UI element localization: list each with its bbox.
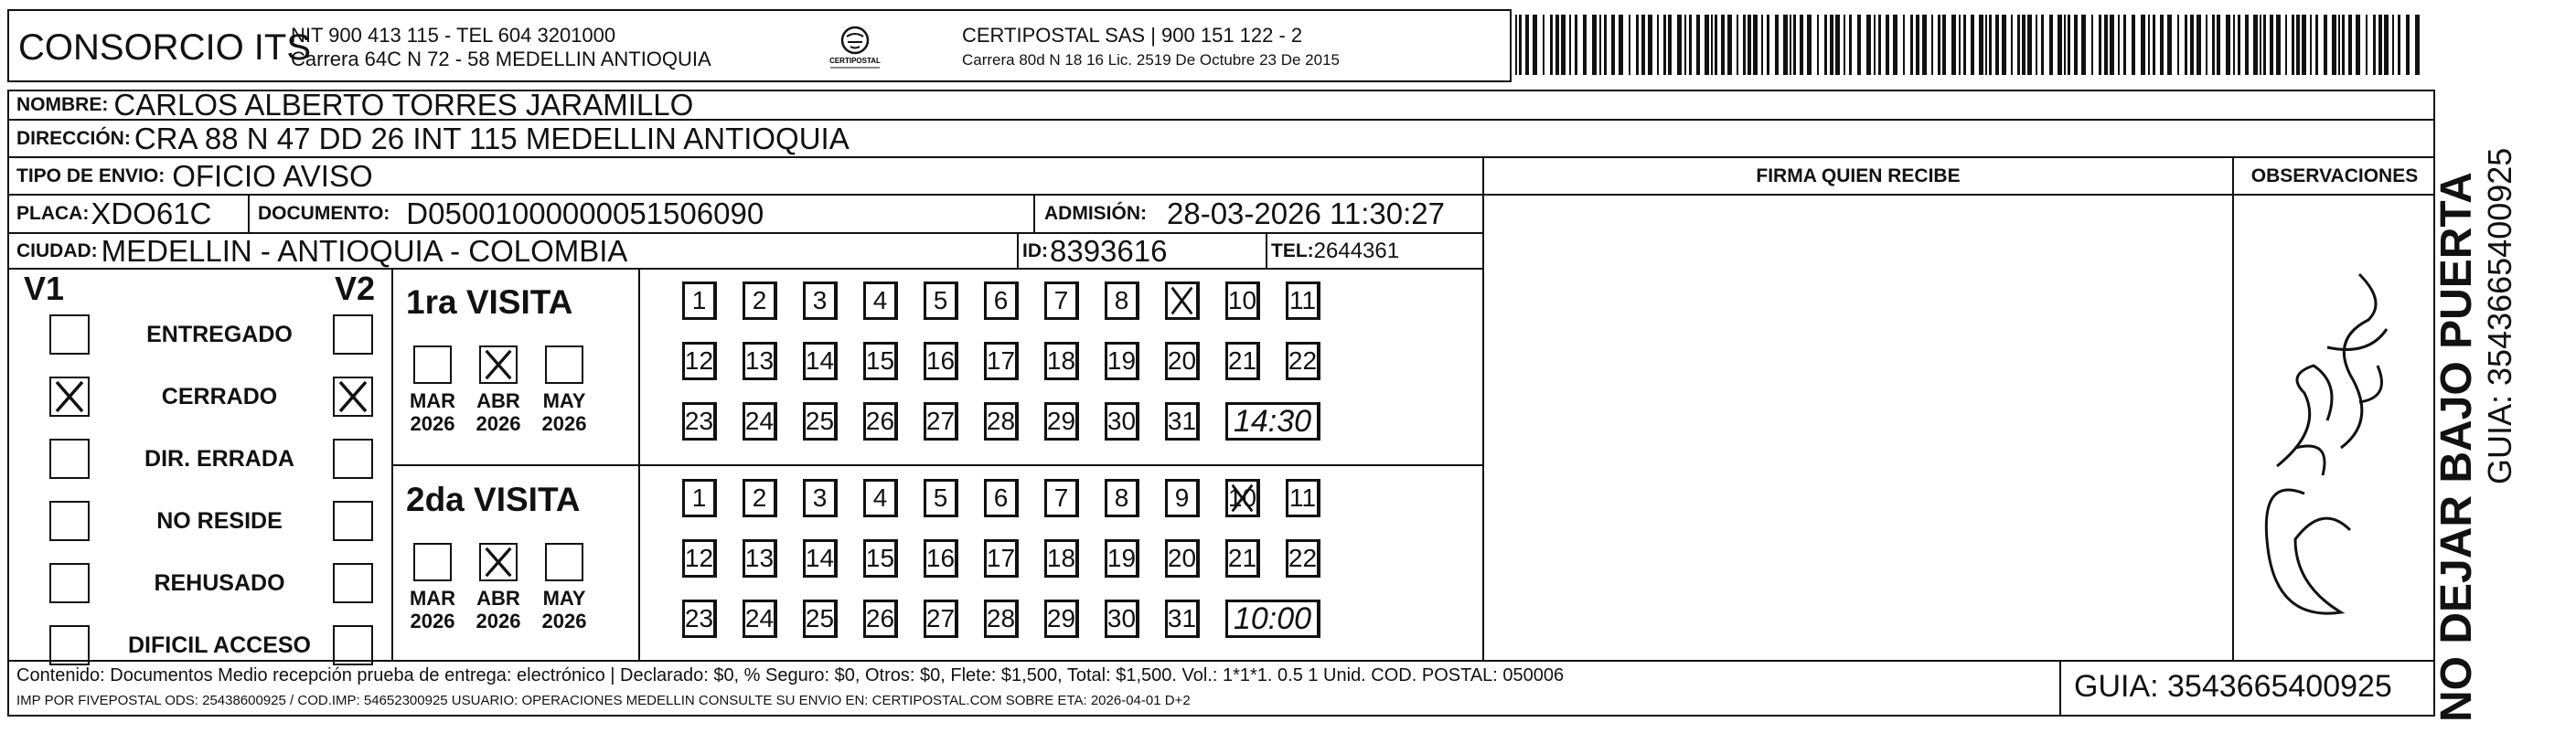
day-box[interactable] <box>863 539 898 578</box>
handwritten-signature <box>2240 238 2405 640</box>
day-number: 23 <box>684 604 714 632</box>
day-number: 27 <box>925 407 956 435</box>
day-number: 8 <box>1114 483 1129 512</box>
day-box[interactable] <box>682 282 717 320</box>
day-box[interactable] <box>924 600 958 638</box>
month-year: 2026 <box>476 412 521 435</box>
day-number: 22 <box>1288 346 1318 375</box>
day-box[interactable] <box>863 479 898 517</box>
side-guide-number: GUIA: 3543665400925 <box>2481 147 2518 484</box>
month-year: 2026 <box>541 610 587 632</box>
month-checkbox[interactable] <box>479 345 518 384</box>
month-year: 2026 <box>410 412 455 435</box>
day-number: 5 <box>933 483 948 512</box>
day-box[interactable] <box>1165 282 1200 320</box>
recipient-signature <box>2240 238 2405 640</box>
id-label: ID: <box>1022 240 1048 261</box>
company-nit: NIT 900 413 115 - TEL 604 3201000 <box>291 24 616 47</box>
day-box[interactable] <box>1286 342 1320 380</box>
barcode-icon <box>1513 15 2428 75</box>
day-number: 4 <box>872 286 888 314</box>
day-box[interactable] <box>924 342 958 380</box>
barcode <box>1513 15 2428 75</box>
day-number: 1 <box>691 483 707 512</box>
day-number: 13 <box>744 346 775 375</box>
day-number: 25 <box>805 604 835 632</box>
day-cross-mark <box>1168 284 1196 317</box>
month-name: MAY <box>542 587 586 610</box>
day-number: 21 <box>1227 544 1257 572</box>
recipient-address: CRA 88 N 47 DD 26 INT 115 MEDELLIN ANTIOQUIA <box>134 122 850 155</box>
content-line: Contenido: Documentos Medio recepción prueba de entrega: electrónico | Declarado: $0, % Seguro: $0, Otros: $0, Flete: $1,500, Total: $1,500. Vol.: 1*1*1. 0.5 1 Unid. COD. POSTAL: 050006 <box>16 665 1565 685</box>
day-number: 29 <box>1046 407 1076 435</box>
day-cross-mark <box>1228 482 1256 515</box>
print-line: IMP POR FIVEPOSTAL ODS: 25438600925 / COD.IMP: 54652300925 USUARIO: OPERACIONES MEDELLIN CONSULTE SU ENVIO EN: CERTIPOSTAL.COM SOBRE ETA: 2026-04-01 D+2 <box>16 693 1191 708</box>
v2-label: V2 <box>335 270 376 307</box>
month-label <box>537 587 592 632</box>
svg-text:CERTIPOSTAL: CERTIPOSTAL <box>829 57 881 65</box>
day-number: 16 <box>925 544 956 572</box>
status-v2-checkbox[interactable] <box>333 377 373 417</box>
status-option-label: REHUSADO <box>154 570 285 596</box>
day-box[interactable] <box>682 342 717 380</box>
status-option-label: CERRADO <box>161 384 278 409</box>
day-box[interactable] <box>1225 539 1260 578</box>
month-label <box>405 587 460 632</box>
status-v1-checkbox[interactable] <box>49 377 90 417</box>
day-number: 13 <box>744 544 775 572</box>
day-box[interactable] <box>1044 342 1079 380</box>
day-box[interactable] <box>1105 402 1139 441</box>
day-number: 20 <box>1167 544 1197 572</box>
day-box[interactable] <box>803 282 838 320</box>
day-box[interactable] <box>682 479 717 517</box>
shipment-type: OFICIO AVISO <box>172 159 373 193</box>
day-box[interactable] <box>1044 402 1079 441</box>
day-number: 26 <box>865 604 895 632</box>
day-box[interactable] <box>1165 479 1200 517</box>
day-box[interactable] <box>863 402 898 441</box>
plate-cell <box>16 196 211 232</box>
day-number: 6 <box>993 286 1009 314</box>
day-box[interactable] <box>743 402 777 441</box>
day-box[interactable] <box>1165 402 1200 441</box>
status-option-label: ENTREGADO <box>146 322 293 347</box>
day-number: 21 <box>1227 346 1257 375</box>
day-number: 30 <box>1106 407 1137 435</box>
carrier-license: Carrera 80d N 18 16 Lic. 2519 De Octubre 23 De 2015 <box>962 51 1340 69</box>
company-address: Carrera 64C N 72 - 58 MEDELLIN ANTIOQUIA <box>291 48 711 70</box>
day-number: 8 <box>1114 286 1129 314</box>
day-number: 7 <box>1053 483 1069 512</box>
id-value: 8393616 <box>1050 234 1168 268</box>
visit-title: 2da VISITA <box>406 481 581 518</box>
day-box[interactable] <box>984 282 1019 320</box>
day-box[interactable] <box>863 600 898 638</box>
month-name: MAY <box>542 389 586 412</box>
day-number: 17 <box>986 544 1016 572</box>
status-v2-checkbox[interactable] <box>333 563 373 603</box>
city-label: CIUDAD: <box>16 240 98 261</box>
day-box[interactable] <box>803 539 838 578</box>
day-box[interactable] <box>803 342 838 380</box>
footer-guide: GUIA: 3543665400925 <box>2074 669 2392 704</box>
day-box[interactable] <box>1286 479 1320 517</box>
day-number: 12 <box>684 544 714 572</box>
month-checkbox[interactable] <box>479 543 518 581</box>
day-number: 23 <box>684 407 714 435</box>
day-box[interactable] <box>924 539 958 578</box>
day-number: 17 <box>986 346 1016 375</box>
day-number: 12 <box>684 346 714 375</box>
day-number: 1 <box>691 286 707 314</box>
day-number: 19 <box>1106 346 1137 375</box>
status-v2-checkbox[interactable] <box>333 625 373 665</box>
month-label <box>471 389 526 435</box>
day-box[interactable] <box>924 479 958 517</box>
day-number: 16 <box>925 346 956 375</box>
plate-label: PLACA: <box>16 203 90 224</box>
city-cell <box>16 234 627 269</box>
day-box[interactable] <box>924 402 958 441</box>
month-label <box>471 587 526 632</box>
day-number: 14 <box>805 346 835 375</box>
day-box[interactable] <box>1105 342 1139 380</box>
day-number: 18 <box>1046 544 1076 572</box>
id-cell <box>1022 234 1167 269</box>
day-number: 14 <box>805 544 835 572</box>
day-box[interactable] <box>984 342 1019 380</box>
day-number: 3 <box>812 483 828 512</box>
day-box[interactable] <box>1286 539 1320 578</box>
certipostal-logo <box>823 24 887 71</box>
day-box[interactable] <box>682 600 717 638</box>
day-box[interactable] <box>1105 479 1139 517</box>
month-checkbox[interactable] <box>545 543 583 581</box>
status-option-label: DIFICIL ACCESO <box>127 632 311 658</box>
month-year: 2026 <box>410 610 455 632</box>
day-box[interactable] <box>984 539 1019 578</box>
month-name: ABR <box>476 587 520 610</box>
day-number: 15 <box>865 544 895 572</box>
month-year: 2026 <box>476 610 521 632</box>
signature-header: FIRMA QUIEN RECIBE <box>1756 165 1961 186</box>
day-box[interactable] <box>743 479 777 517</box>
tel-cell <box>1271 234 1399 269</box>
day-number: 2 <box>752 483 767 512</box>
day-box[interactable] <box>984 600 1019 638</box>
day-number: 11 <box>1288 286 1317 314</box>
day-number: 28 <box>986 604 1016 632</box>
day-number: 26 <box>865 407 895 435</box>
status-v2-checkbox[interactable] <box>333 439 373 479</box>
day-box[interactable] <box>743 342 777 380</box>
admission-label: ADMISIÓN: <box>1044 203 1147 224</box>
city-value: MEDELLIN - ANTIOQUIA - COLOMBIA <box>101 234 628 268</box>
day-number: 20 <box>1167 346 1197 375</box>
day-box[interactable] <box>803 479 838 517</box>
day-number: 7 <box>1053 286 1069 314</box>
day-box[interactable] <box>1225 342 1260 380</box>
day-box[interactable] <box>1165 342 1200 380</box>
status-v1-checkbox[interactable] <box>49 439 90 479</box>
company-name: CONSORCIO ITS <box>18 27 312 68</box>
day-number: 22 <box>1288 544 1318 572</box>
status-v1-checkbox[interactable] <box>49 563 90 603</box>
day-box[interactable] <box>863 342 898 380</box>
day-number: 31 <box>1167 407 1197 435</box>
day-box[interactable] <box>803 402 838 441</box>
day-number: 2 <box>752 286 767 314</box>
admission-value: 28-03-2026 11:30:27 <box>1167 197 1445 230</box>
month-checkbox[interactable] <box>413 345 452 384</box>
day-box[interactable] <box>1105 539 1139 578</box>
day-box[interactable] <box>863 282 898 320</box>
type-row <box>16 159 373 194</box>
status-option-label: DIR. ERRADA <box>144 446 294 472</box>
day-box[interactable] <box>682 402 717 441</box>
day-box[interactable] <box>743 282 777 320</box>
tel-label: TEL: <box>1271 240 1314 261</box>
day-box[interactable] <box>803 600 838 638</box>
visit-time-box[interactable]: 10:00 <box>1225 600 1320 638</box>
day-number: 27 <box>925 604 956 632</box>
visit-time-box[interactable]: 14:30 <box>1225 402 1320 441</box>
address-label: DIRECCIÓN: <box>16 128 131 149</box>
certipostal-logo-icon <box>823 24 887 71</box>
document-cell <box>258 196 764 232</box>
day-number: 3 <box>812 286 828 314</box>
day-box[interactable] <box>743 600 777 638</box>
month-label <box>405 389 460 435</box>
day-box[interactable] <box>1105 282 1139 320</box>
tel-value: 2644361 <box>1313 239 1400 263</box>
day-number: 24 <box>744 604 775 632</box>
day-number: 6 <box>993 483 1009 512</box>
day-box[interactable] <box>1044 479 1079 517</box>
day-number: 10 <box>1227 286 1257 314</box>
day-box[interactable] <box>1225 479 1260 517</box>
carrier-name: CERTIPOSTAL SAS | 900 151 122 - 2 <box>962 24 1303 47</box>
day-number: 30 <box>1106 604 1137 632</box>
status-v2-checkbox[interactable] <box>333 314 373 355</box>
day-number: 25 <box>805 407 835 435</box>
day-number: 29 <box>1046 604 1076 632</box>
admission-cell <box>1044 196 1445 232</box>
visit-title: 1ra VISITA <box>406 283 573 321</box>
type-label: TIPO DE ENVIO: <box>16 165 166 186</box>
day-number: 9 <box>1174 483 1190 512</box>
day-box[interactable] <box>984 479 1019 517</box>
month-name: MAR <box>409 587 456 610</box>
month-name: MAR <box>409 389 456 412</box>
day-box[interactable] <box>1044 539 1079 578</box>
document-label: DOCUMENTO: <box>258 203 390 224</box>
plate-value: XDO61C <box>91 197 212 230</box>
day-box[interactable] <box>1044 282 1079 320</box>
status-v1-checkbox[interactable] <box>49 314 90 355</box>
day-box[interactable] <box>1165 539 1200 578</box>
month-name: ABR <box>476 389 520 412</box>
day-box[interactable] <box>924 282 958 320</box>
day-number: 5 <box>933 286 948 314</box>
document-value: D05001000000051506090 <box>406 197 764 230</box>
observations-header: OBSERVACIONES <box>2250 165 2419 186</box>
day-number: 10 <box>1227 483 1257 512</box>
status-v2-checkbox[interactable] <box>333 501 373 541</box>
name-label: NOMBRE: <box>16 94 109 115</box>
no-dejar-bajo-puerta: NO DEJAR BAJO PUERTA <box>2432 172 2481 722</box>
day-box[interactable] <box>1044 600 1079 638</box>
month-checkbox[interactable] <box>545 345 583 384</box>
day-number: 4 <box>872 483 888 512</box>
day-number: 18 <box>1046 346 1076 375</box>
day-box[interactable] <box>743 539 777 578</box>
address-row <box>16 122 850 156</box>
day-box[interactable] <box>682 539 717 578</box>
v1-label: V1 <box>24 270 65 307</box>
day-number: 31 <box>1167 604 1197 632</box>
day-number: 11 <box>1288 483 1317 512</box>
day-number: 24 <box>744 407 775 435</box>
day-number: 19 <box>1106 544 1137 572</box>
month-checkbox[interactable] <box>413 543 452 581</box>
recipient-name: CARLOS ALBERTO TORRES JARAMILLO <box>113 88 694 122</box>
status-v1-checkbox[interactable] <box>49 625 90 665</box>
day-box[interactable] <box>1105 600 1139 638</box>
day-box[interactable] <box>984 402 1019 441</box>
day-number: 28 <box>986 407 1016 435</box>
name-row <box>16 90 693 121</box>
side-notice <box>2432 148 2518 722</box>
day-box[interactable] <box>1286 282 1320 320</box>
day-box[interactable] <box>1225 282 1260 320</box>
status-v1-checkbox[interactable] <box>49 501 90 541</box>
month-label <box>537 389 592 435</box>
day-number: 15 <box>865 346 895 375</box>
status-option-label: NO RESIDE <box>156 508 283 534</box>
month-year: 2026 <box>541 412 587 435</box>
day-box[interactable] <box>1165 600 1200 638</box>
